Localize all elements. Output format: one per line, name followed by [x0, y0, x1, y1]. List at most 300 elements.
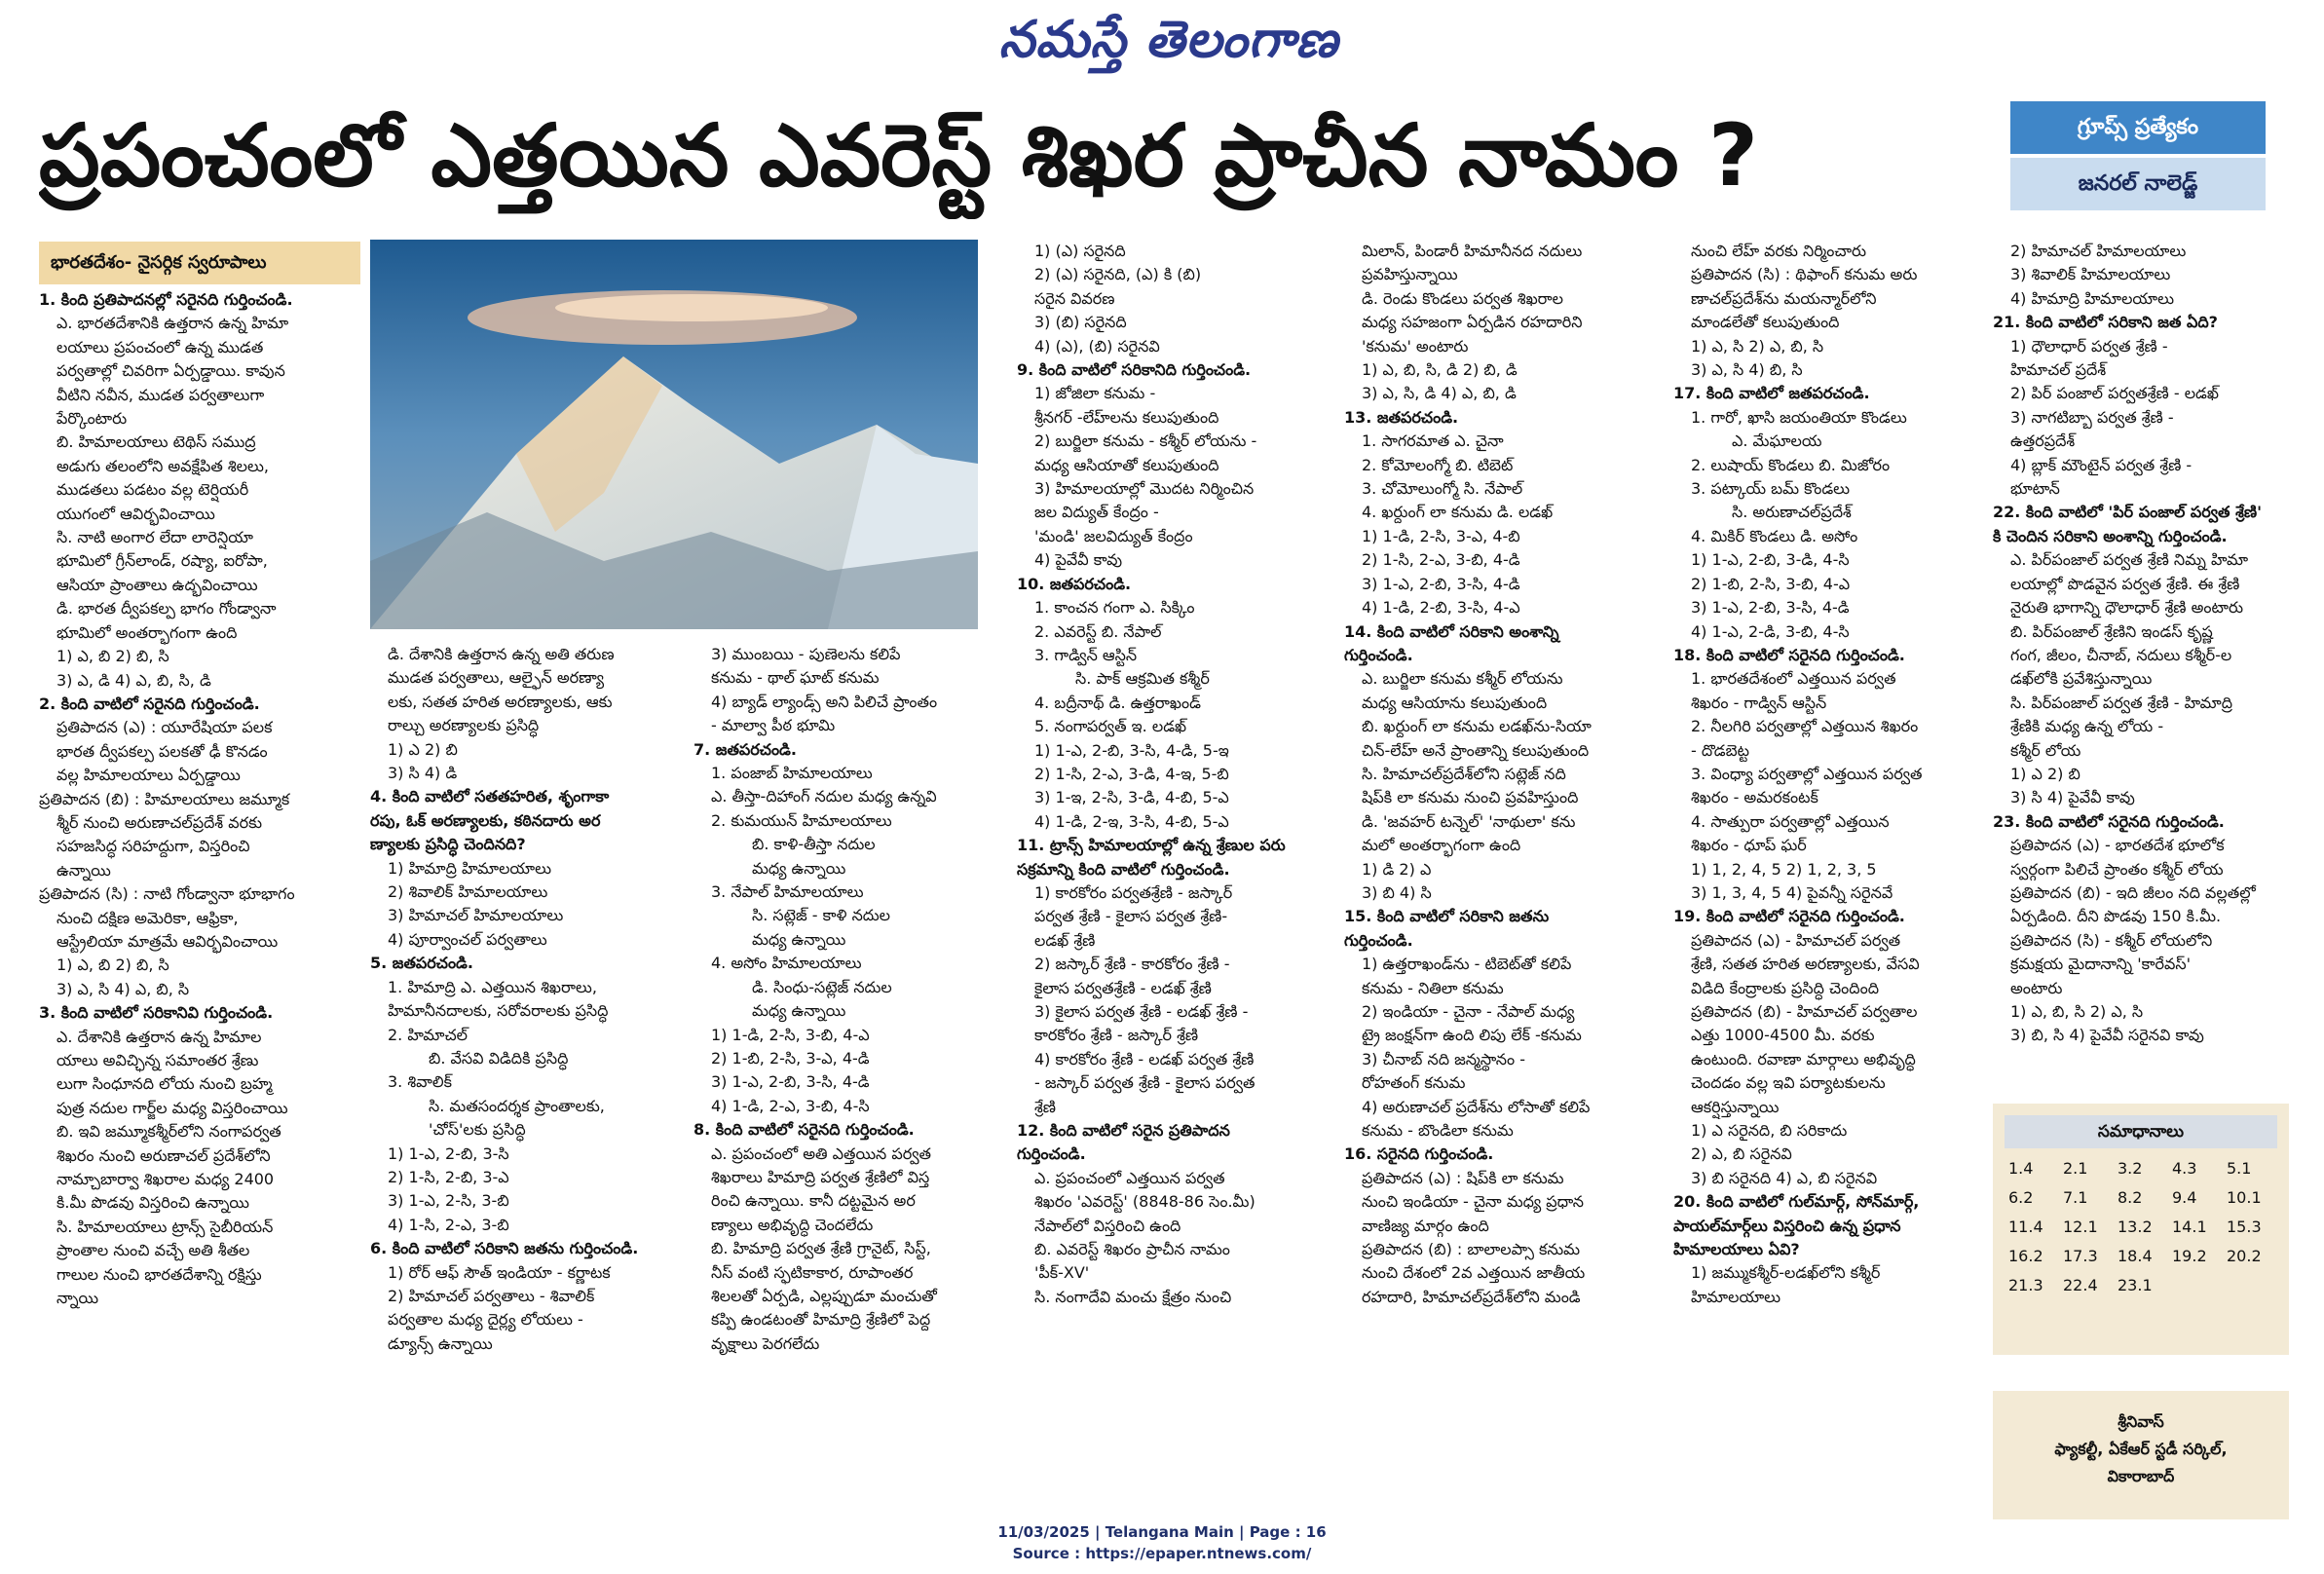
body-line: డి. భారత ద్వీపకల్ప భాగం గోండ్వానా [56, 599, 277, 618]
text-column-3 [693, 643, 1007, 1510]
body-line: 4) పూర్వాంచల్ పర్వతాలు [388, 929, 547, 949]
body-line: పర్వత శ్రేణి - కైలాస పర్వత శ్రేణి- [1034, 907, 1228, 926]
author-place: వికారాబాద్ [2107, 1467, 2175, 1485]
body-line: 1) 1-ఎ, 2-బి, 3-డి, 4-సి [1691, 550, 1850, 570]
body-line: మధ్య ఉన్నాయి [752, 858, 846, 878]
body-line: 4. అసోం హిమాలయాలు [711, 954, 862, 973]
body-line: ప్రతిపాదన (ఎ) - హిమాచల్ పర్వత [1691, 930, 1901, 950]
body-line: ఉంటుంది. రవాణా మార్గాలు అభివృద్ధి [1691, 1049, 1916, 1068]
body-line: సహజసిద్ధ సరిహద్దుగా, విస్తరించి [56, 837, 250, 856]
body-line: శ్మీర్ నుంచి అరుణాచల్‌ప్రదేశ్ వరకు [56, 812, 263, 832]
body-line: ఆస్ట్రేలియా మాత్రమే ఆవిర్భవించాయి [56, 931, 279, 951]
body-line: 4) 1-సి, 2-ఎ, 3-బి [388, 1215, 509, 1234]
body-line: 'మండి' జలవిద్యుత్ కేంద్రం [1034, 526, 1193, 545]
body-line: 1) రోర్ ఆఫ్ సౌత్ ఇండియా - కర్ణాటక [388, 1262, 611, 1282]
question-text: 12. కింది వాటిలో సరైన ప్రతిపాదన [1017, 1121, 1230, 1141]
body-line: ప్రతిపాదన (సి) - కశ్మీర్ లోయలోని [2010, 930, 2213, 950]
body-line: రోహతంగ్ కనుమ [1362, 1073, 1466, 1093]
body-line: శిఖరాలు హిమాద్రి పర్వత శ్రేణిలో విస్త [711, 1167, 930, 1186]
body-line: ఎ. దేశానికి ఉత్తరాన ఉన్న హిమాల [56, 1027, 262, 1046]
body-line: డ్యూన్స్ ఉన్నాయి [388, 1333, 493, 1353]
body-line: సి. పిర్‌పంజాల్ పర్వత శ్రేణి - హిమాద్రి [2010, 693, 2233, 712]
body-line: 4) 1-ఎ, 2-డి, 3-బి, 4-సి [1691, 621, 1850, 641]
body-line: 3) 1-ఎ, 2-బి, 3-సి, 4-డి [1362, 574, 1520, 593]
body-line: 3) ముంబయి - పుణెలను కలిపే [711, 645, 901, 663]
body-line: 'పీక్-XV' [1034, 1263, 1090, 1283]
body-line: వీటిని నవీన, ముడత పర్వతాలుగా [56, 385, 265, 404]
body-line: కశ్మీర్ లోయ [2010, 740, 2081, 760]
question-text: 4. కింది వాటిలో సతతహరిత, శృంగాకా [370, 787, 610, 806]
body-line: కి.మీ పొడవు విస్తరించి ఉన్నాయి [56, 1193, 250, 1213]
body-line: 3. చోమోలుంగ్మో సి. నేపాల్ [1362, 479, 1523, 499]
badge-groups-special: గ్రూప్స్ ప్రత్యేకం [2010, 101, 2266, 154]
body-line: లకు, సతత హరిత అరణ్యాలకు, ఆకు [388, 692, 613, 711]
body-line: మధ్య సహజంగా ఏర్పడిన రహదారిని [1362, 313, 1583, 332]
body-line: కనుమ - నితిలా కనుమ [1362, 978, 1504, 997]
body-line: ణ్యాలు అభివృద్ధి చెందలేదు [711, 1215, 874, 1234]
body-line: ఉత్తరప్రదేశ్ [2010, 431, 2076, 451]
question-text: 1. కింది ప్రతిపాదనల్లో సరైనది గుర్తించండి. [39, 290, 293, 309]
question-text: 22. కింది వాటిలో 'పిర్ పంజాల్ పర్వత శ్రేణి' [1993, 503, 2262, 522]
body-line: 3. నేపాల్ హిమాలయాలు [711, 882, 864, 902]
body-line: 2. కోమోలంగ్మో బి. టిబెట్ [1362, 455, 1514, 474]
question-text: 10. జతపరచండి. [1017, 574, 1132, 593]
answer-item: 13.2 [2118, 1218, 2153, 1236]
body-line: డఖ్‌లోకి ప్రవేశిస్తున్నాయి [2010, 669, 2153, 689]
body-line: అడుగు తలంలోని అవక్షేపిత శిలలు, [56, 456, 269, 475]
body-line: 3) సి 4) డి [388, 764, 458, 783]
question-text: హిమాలయాలు ఏవి? [1673, 1240, 1800, 1259]
body-line: బి. పిర్‌పంజాల్ శ్రేణిని ఇండస్ కృష్ణ [2010, 621, 2213, 641]
body-line: 1) 1, 2, 4, 5 2) 1, 2, 3, 5 [1691, 859, 1877, 879]
body-line: ఎ. ప్రపంచంలో ఎత్తయిన పర్వత [1034, 1168, 1225, 1187]
question-text: 20. కింది వాటిలో గుల్‌మార్గ్, సోన్‌మార్గ్, [1673, 1192, 1920, 1212]
body-line: 1) ఉత్తరాఖండ్‌ను - టిబెట్‌తో కలిపే [1362, 955, 1572, 974]
body-line: ప్రాంతాల నుంచి వచ్చే అతి శీతల [56, 1241, 250, 1260]
body-line: డి. 'జవహర్ టన్నెల్' 'నాథులా' కను [1362, 811, 1576, 831]
body-line: మలో అంతర్భాగంగా ఉంది [1362, 836, 1521, 855]
body-line: గాలుల నుంచి భారతదేశాన్ని రక్షిస్తు [56, 1264, 262, 1284]
answer-item: 9.4 [2172, 1188, 2197, 1207]
body-line: విడిది కేంద్రాలకు ప్రసిద్ధి చెందింది [1691, 978, 1879, 997]
body-line: 2. హిమాచల్ [388, 1025, 468, 1044]
body-line: అంటారు [2010, 978, 2063, 997]
body-line: లడఖ్ శ్రేణి [1034, 930, 1096, 950]
body-line: లయాల్లో పొడవైన పర్వత శ్రేణి. ఈ శ్రేణి [2010, 574, 2240, 593]
body-line: 1) 1-ఎ, 2-బి, 3-సి, 4-డి, 5-ఇ [1034, 740, 1229, 760]
body-line: 3) నాగటిబ్బా పర్వత శ్రేణి - [2010, 407, 2174, 427]
answer-item: 15.3 [2227, 1218, 2262, 1236]
body-line: ప్రతిపాదన (సి) : థిఫాంగ్ కనుమ అరు [1691, 265, 1918, 284]
text-column-4 [1017, 240, 1336, 1506]
body-line: 3) 1, 3, 4, 5 4) పైవన్నీ సరైనవే [1691, 882, 1893, 902]
body-line: 2) బుర్జిలా కనుమ - కశ్మీర్ లోయను - [1034, 431, 1257, 451]
body-line: 1. హిమాద్రి ఎ. ఎత్తయిన శిఖరాలు, [388, 977, 597, 996]
question-text: గుర్తించండి. [1017, 1144, 1086, 1164]
body-line: 1) ఎ సరైనది, బి సరికాదు [1691, 1121, 1848, 1141]
body-line: ఏర్పడింది. దీని పొడవు 150 కి.మీ. [2010, 907, 2222, 926]
body-line: 4) పైవేవీ కావు [1034, 550, 1123, 570]
author-box [1993, 1391, 2289, 1519]
body-line: 1) ఎ, బి 2) బి, సి [56, 956, 169, 975]
body-line: 3) కైలాస పర్వత శ్రేణి - లడఖ్ శ్రేణి - [1034, 1002, 1249, 1021]
body-line: సరైన వివరణ [1034, 288, 1115, 308]
body-line: 2. కుమయున్ హిమాలయాలు [711, 810, 892, 830]
body-line: ప్రవహిస్తున్నాయి [1362, 265, 1458, 284]
body-line: శిఖరం - గాడ్విన్ ఆస్టిన్ [1691, 693, 1827, 712]
question-text: 16. సరైనది గుర్తించండి. [1344, 1144, 1494, 1164]
answer-item: 4.3 [2172, 1159, 2197, 1178]
body-line: 2) హిమాచల్ హిమాలయాలు [2010, 242, 2187, 260]
question-text: 15. కింది వాటిలో సరికాని జతను [1344, 907, 1550, 926]
answer-item: 3.2 [2118, 1159, 2143, 1178]
body-line: 1) 1-డి, 2-సి, 3-బి, 4-ఎ [711, 1025, 870, 1044]
question-text: 18. కింది వాటిలో సరైనది గుర్తించండి. [1673, 645, 1905, 664]
body-line: గంగ, జీలం, చీనాబ్, నదులు కశ్మీర్-ల [2010, 645, 2232, 664]
body-line: ముడతలు పడటం వల్ల టెర్షియరీ [56, 480, 249, 500]
body-line: 3) 1-ఇ, 2-సి, 3-డి, 4-బి, 5-ఎ [1034, 788, 1229, 807]
body-line: 4) 1-డి, 2-ఇ, 3-సి, 4-బి, 5-ఎ [1034, 811, 1229, 831]
body-line: బి. కాళి-తీస్తా నదుల [752, 835, 876, 854]
body-line: కైలాస పర్వతశ్రేణి - లడఖ్ శ్రేణి [1034, 978, 1212, 997]
body-line: శిఖరం - అమరకంటక్ [1691, 788, 1818, 807]
body-line: 2) 1-సి, 2-ఎ, 3-డి, 4-ఇ, 5-బి [1034, 764, 1229, 783]
body-line: ప్రతిపాదన (బి) - హిమాచల్ పర్వతాల [1691, 1002, 1918, 1021]
body-line: 1. గారో, ఖాసి జయంతియా కొండలు [1691, 407, 1907, 427]
body-line: శిఖరం 'ఎవరెస్ట్' (8848-86 సెం.మీ) [1034, 1192, 1256, 1212]
body-line: 3) ఎ, సి 4) ఎ, బి, సి [56, 979, 190, 998]
question-text: ణ్యాలకు ప్రసిద్ధి చెందినది? [370, 835, 526, 854]
body-line: ప్రతిపాదన (ఎ) - భారతదేశ భూలోక [2010, 836, 2225, 855]
body-line: సి. అరుణాచల్‌ప్రదేశ్ [1732, 503, 1852, 522]
body-line: బి. ఎవరెస్ట్ శిఖరం ప్రాచీన నామం [1034, 1240, 1230, 1259]
body-line: వల్ల హిమాలయాలు ఏర్పడ్డాయి [56, 766, 241, 785]
body-line: నుంచి దేశంలో 2వ ఎత్తయిన జాతీయ [1362, 1263, 1586, 1283]
text-column-2 [370, 643, 684, 1510]
body-line: 3) 1-ఎ, 2-బి, 3-సి, 4-డి [711, 1072, 870, 1092]
body-line: 3. శివాలిక్ [388, 1072, 452, 1092]
article-headline: ప్రపంచంలో ఎత్తయిన ఎవరెస్ట్ శిఖర ప్రాచీన నామం ? [39, 105, 1759, 206]
answer-item: 8.2 [2118, 1188, 2143, 1207]
body-line: 3) (బి) సరైనది [1034, 313, 1127, 332]
body-line: కారకోరం శ్రేణి - జస్కార్ శ్రేణి [1034, 1026, 1199, 1045]
body-line: 2) ఇండియా - చైనా - నేపాల్ మధ్య [1362, 1002, 1575, 1021]
question-text: 21. కింది వాటిలో సరికాని జత ఏది? [1993, 313, 2218, 332]
question-text: పాయల్‌మార్గ్‌లు విస్తరించి ఉన్న ప్రధాన [1673, 1216, 1901, 1235]
everest-photo [370, 240, 978, 629]
section-heading: భారతదేశం- నైసర్గిక స్వరూపాలు [39, 242, 360, 284]
body-line: 1) 1-డి, 2-సి, 3-ఎ, 4-బి [1362, 526, 1520, 545]
body-line: - జస్కార్ పర్వత శ్రేణి - కైలాస పర్వత [1034, 1073, 1256, 1093]
answer-item: 5.1 [2227, 1159, 2252, 1178]
question-text: గుర్తించండి. [1344, 645, 1413, 664]
answers-grid [2005, 1156, 2277, 1298]
body-line: ణాచల్‌ప్రదేశ్‌ను మయన్మార్‌లోని [1691, 288, 1877, 308]
body-line: 'చోస్'లకు ప్రసిద్ధి [429, 1120, 526, 1140]
question-text: 6. కింది వాటిలో సరికాని జతను గుర్తించండి. [370, 1239, 639, 1258]
masthead-logo: నమస్తే తెలంగాణ [998, 10, 1339, 69]
body-line: 4) కారకోరం శ్రేణి - లడఖ్ పర్వత శ్రేణి [1034, 1049, 1255, 1068]
body-line: భూమిలో గ్రీన్‌లాండ్, రష్యా, ఐరోపా, [56, 551, 268, 571]
answer-item: 18.4 [2118, 1247, 2153, 1265]
body-line: 1) హిమాద్రి హిమాలయాలు [388, 858, 552, 878]
body-line: 4) (ఎ), (బి) సరైనవి [1034, 336, 1160, 356]
body-line: 1) ఎ 2) బి [2010, 764, 2080, 783]
answer-item: 23.1 [2118, 1276, 2153, 1294]
body-line: 1) ఎ, బి, సి, డి 2) బి, డి [1362, 360, 1518, 380]
body-line: 3) బి, సి 4) పైవేవీ సరైనవి కావు [2010, 1026, 2204, 1045]
body-line: 2) పిర్ పంజాల్ పర్వతశ్రేణి - లడఖ్ [2010, 384, 2219, 403]
body-line: ఎ. పిర్‌పంజాల్ పర్వత శ్రేణి నిమ్న హిమా [2010, 550, 2249, 570]
body-line: నుంచి ఇండియా - చైనా మధ్య ప్రధాన [1362, 1192, 1585, 1212]
body-line: సి. మతసందర్శక ప్రాంతాలకు, [429, 1096, 605, 1115]
answer-item: 1.4 [2008, 1159, 2034, 1178]
body-line: 4. ఖర్దుంగ్ లా కనుమ డి. లడఖ్ [1362, 503, 1554, 522]
body-line: 1) ఎ, బి 2) బి, సి [56, 647, 169, 666]
body-line: 4. బద్రీనాథ్ డి. ఉత్తరాఖండ్ [1034, 693, 1201, 712]
body-line: సి. సట్లెజ్ - కాళి నదుల [752, 906, 890, 925]
body-line: 1) జోజిలా కనుమ - [1034, 384, 1156, 403]
body-line: 4) అరుణాచల్ ప్రదేశ్‌ను లోసాతో కలిపే [1362, 1097, 1591, 1116]
body-line: ప్రతిపాదన (బి) : హిమాలయాలు జమ్మూక [39, 789, 290, 808]
body-line: 2) హిమాచల్ పర్వతాలు - శివాలిక్ [388, 1286, 595, 1305]
question-text: 11. ట్రాన్స్ హిమాలయాల్లో ఉన్న శ్రేణుల పరు [1017, 836, 1286, 855]
body-line: మిలాన్, పిండారీ హిమానీనద నదులు [1362, 242, 1583, 260]
body-line: 3) హిమాలయాల్లో మొదట నిర్మించిన [1034, 479, 1255, 499]
body-line: బి. ఇవి జమ్మూకశ్మీర్‌లోని నంగాపర్వత [56, 1122, 281, 1142]
body-line: డి. రెండు కొండలు పర్వత శిఖరాల [1362, 288, 1564, 308]
body-line: 5. నంగాపర్వత్ ఇ. లడఖ్ [1034, 717, 1187, 736]
body-line: 3. గాడ్విన్ ఆస్టిన్ [1034, 645, 1138, 664]
body-line: 3) బి 4) సి [1362, 882, 1432, 902]
body-line: భారత ద్వీపకల్ప పలకతో ఢీ కొనడం [56, 741, 268, 761]
question-text: కి చెందిన సరికాని అంశాన్ని గుర్తించండి. [1993, 526, 2228, 545]
badge-general-knowledge: జనరల్ నాలెడ్జ్ [2010, 158, 2266, 210]
body-line: ట్రై జంక్షన్‌గా ఉంది లిపు లేక్ -కనుమ [1362, 1026, 1582, 1045]
answers-title: సమాధానాలు [2005, 1115, 2277, 1148]
body-line: - మాల్వా పీఠ భూమి [711, 716, 836, 735]
body-line: పర్వతాల్లో చివరిగా ఏర్పడ్డాయి. కావున [56, 361, 285, 381]
answer-item: 2.1 [2063, 1159, 2088, 1178]
body-line: యాలు అవిచ్ఛిన్న సమాంతర శ్రేణు [56, 1051, 259, 1069]
answer-item: 16.2 [2008, 1247, 2043, 1265]
body-line: శిఖరం - ధూప్ ఘర్ [1691, 836, 1807, 855]
body-line: నైరుతి భాగాన్ని ధౌలాధార్ శ్రేణి అంటారు [2010, 598, 2244, 618]
body-line: 4) 1-డి, 2-ఎ, 3-బి, 4-సి [711, 1096, 870, 1115]
body-line: 2. లుషాయ్ కొండలు బి. మిజోరం [1691, 455, 1891, 474]
body-line: లయాలు ప్రపంచంలో ఉన్న ముడత [56, 337, 264, 356]
body-line: 2) ఎ, బి సరైనవి [1691, 1144, 1792, 1164]
body-line: మధ్య ఆసియాను కలుపుతుంది [1362, 693, 1548, 712]
body-line: ప్రతిపాదన (బి) - ఇది జీలం నది వల్లతల్లో [2010, 882, 2256, 902]
body-line: 2) 1-సి, 2-బి, 3-ఎ [388, 1167, 509, 1186]
body-line: రాల్చు అరణ్యాలకు ప్రసిద్ధి [388, 716, 540, 735]
answer-item: 6.2 [2008, 1188, 2034, 1207]
body-line: ప్రతిపాదన (ఎ) : యూరేషియా పలక [56, 718, 273, 737]
question-text: గుర్తించండి. [1344, 930, 1413, 950]
body-line: 4) 1-డి, 2-బి, 3-సి, 4-ఎ [1362, 598, 1520, 618]
body-line: 3) 1-ఎ, 2-బి, 3-సి, 4-డి [1691, 598, 1850, 618]
footer-source: Source : https://epaper.ntnews.com/ [1012, 1545, 1312, 1562]
body-line: బి. హిమాద్రి పర్వత శ్రేణి గ్రానైట్, సిస్ట్, [711, 1239, 931, 1258]
body-line: సి. హిమాచల్‌ప్రదేశ్‌లోని సట్లెజ్ నది [1362, 764, 1566, 783]
answer-item: 14.1 [2172, 1218, 2207, 1236]
body-line: నుంచి దక్షిణ అమెరికా, ఆఫ్రికా, [56, 908, 239, 927]
question-text: 8. కింది వాటిలో సరైనది గుర్తించండి. [693, 1120, 915, 1140]
body-line: 4) బ్యాడ్ ల్యాండ్స్ అని పిలిచే ప్రాంతం [711, 692, 938, 711]
question-text: 17. కింది వాటిలో జతపరచండి. [1673, 384, 1870, 403]
body-line: ఎ. మేఘాలయ [1732, 431, 1822, 451]
body-line: హిమాచల్ ప్రదేశ్ [2010, 360, 2107, 380]
body-line: చెందడం వల్ల ఇవి పర్యాటకులను [1691, 1073, 1886, 1093]
author-role: ఫ్యాకల్టీ, ఏకేఆర్ స్టడీ సర్కిల్, [2054, 1440, 2228, 1458]
author-name: శ్రీనివాస్ [2118, 1412, 2164, 1431]
body-line: 1. కాంచన గంగా ఎ. సిక్కిం [1034, 598, 1195, 618]
answer-item: 22.4 [2063, 1276, 2098, 1294]
body-line: శిఖరం నుంచి అరుణాచల్ ప్రదేశ్‌లోని [56, 1145, 271, 1165]
body-line: సి. నాటి అంగార లేదా లారెన్షియా [56, 528, 253, 547]
body-line: శ్రీనగర్ -లేహ్‌లను కలుపుతుంది [1034, 407, 1219, 427]
body-line: 3. పట్కాయ్ బమ్ కొండలు [1691, 479, 1851, 499]
body-line: ఉన్నాయి [56, 860, 111, 880]
body-line: 1) ఎ, బి, సి 2) ఎ, సి [2010, 1002, 2144, 1021]
body-line: సి. పాక్ ఆక్రమిత కశ్మీర్ [1075, 669, 1210, 689]
question-text: 5. జతపరచండి. [370, 954, 473, 973]
body-line: 'కనుమ' అంటారు [1362, 336, 1469, 356]
body-line: భూటాన్ [2010, 479, 2060, 499]
body-line: 2. ఎవరెస్ట్ బి. నేపాల్ [1034, 621, 1162, 641]
body-line: కనుమ - థాల్ ఘాట్ కనుమ [711, 668, 880, 688]
answer-item: 20.2 [2227, 1247, 2262, 1265]
body-line: 2) 1-బి, 2-సి, 3-బి, 4-ఎ [1691, 574, 1851, 593]
body-line: 1) ఎ, సి 2) ఎ, బి, సి [1691, 336, 1824, 356]
body-line: 3) బి సరైనది 4) ఎ, బి సరైనవి [1691, 1168, 1878, 1187]
body-line: 3) ఎ, సి, డి 4) ఎ, బి, డి [1362, 384, 1517, 403]
answer-item: 17.3 [2063, 1247, 2098, 1265]
body-line: చిన్-లేహ్ అనే ప్రాంతాన్ని కలుపుతుంది [1362, 740, 1590, 760]
body-line: 3) ఎ, డి 4) ఎ, బి, సి, డి [56, 670, 211, 690]
body-line: 1. సాగరమాత ఎ. చైనా [1362, 431, 1504, 451]
question-text: 9. కింది వాటిలో సరికానిది గుర్తించండి. [1017, 360, 1252, 380]
body-line: పర్వతాల మధ్య దైర్ల్య లోయలు - [388, 1310, 583, 1330]
body-line: 2. నీలగిరి పర్వతాల్లో ఎత్తయిన శిఖరం [1691, 717, 1919, 736]
category-badge [2010, 101, 2266, 210]
body-line: మధ్య ఉన్నాయి [752, 929, 846, 949]
body-line: శ్రేణి [1034, 1097, 1057, 1116]
question-text: 19. కింది వాటిలో సరైనది గుర్తించండి. [1673, 907, 1905, 926]
body-line: షిప్‌కి లా కనుమ నుంచి ప్రవహిస్తుంది [1362, 788, 1579, 807]
body-line: 2) శివాలిక్ హిమాలయాలు [388, 882, 548, 902]
answer-item: 11.4 [2008, 1218, 2043, 1236]
question-text: 23. కింది వాటిలో సరైనది గుర్తించండి. [1993, 811, 2225, 831]
body-line: బి. ఖర్దుంగ్ లా కనుమ లడఖ్‌ను-సియా [1362, 717, 1592, 736]
answer-item: 21.3 [2008, 1276, 2043, 1294]
body-line: ఎ. భారతదేశానికి ఉత్తరాన ఉన్న హిమా [56, 314, 289, 333]
body-line: బి. హిమాలయాలు టెథిస్ సముద్ర [56, 432, 256, 452]
text-column-7 [1993, 240, 2305, 1097]
answer-item: 7.1 [2063, 1188, 2088, 1207]
body-line: 1. భారతదేశంలో ఎత్తయిన పర్వత [1691, 669, 1896, 689]
question-text: 13. జతపరచండి. [1344, 407, 1459, 427]
body-line: ఆకర్షిస్తున్నాయి [1691, 1097, 1780, 1116]
body-line: 3) హిమాచల్ హిమాలయాలు [388, 906, 564, 925]
question-text: రపు, ఓక్ అరణ్యాలకు, కఠినదారు అర [370, 810, 601, 830]
body-line: - దొడబెట్ట [1691, 740, 1749, 760]
body-line: న్నాయి [56, 1289, 99, 1308]
body-line: ముడత పర్వతాలు, ఆల్ఫైన్ అరణ్యా [388, 668, 605, 688]
body-line: శ్రేణికి మధ్య ఉన్న లోయ - [2010, 717, 2164, 736]
body-line: లుగా సింధూనది లోయ నుంచి బ్రహ్మ [56, 1074, 273, 1094]
body-line: ప్రతిపాదన (బి) : బాలాలప్సా కనుమ [1362, 1240, 1581, 1259]
body-line: శిలలతో ఏర్పడి, ఎల్లప్పుడూ మంచుతో [711, 1286, 937, 1305]
body-line: సి. హిమాలయాలు ట్రాన్స్ సైబీరియన్ [56, 1217, 274, 1236]
answer-item: 10.1 [2227, 1188, 2262, 1207]
page-footer [877, 1521, 1447, 1564]
body-line: నుంచి లేహ్ వరకు నిర్మించారు [1691, 242, 1867, 260]
body-line: 4. సాత్పురా పర్వతాల్లో ఎత్తయిన [1691, 811, 1890, 831]
body-line: 1) కారకోరం పర్వతశ్రేణి - జస్కార్ [1034, 882, 1233, 902]
body-line: ఆసియా ప్రాంతాలు ఉద్భవించాయి [56, 575, 258, 594]
body-line: రహదారి, హిమాచల్‌ప్రదేశ్‌లోని మండి [1362, 1287, 1581, 1306]
body-line: 2) 1-సి, 2-ఎ, 3-బి, 4-డి [1362, 550, 1520, 570]
body-line: సి. నంగాదేవి మంచు క్షేత్రం నుంచి [1034, 1287, 1232, 1306]
question-text: సక్రమాన్ని కింది వాటిలో గుర్తించండి. [1017, 859, 1230, 879]
body-line: నామ్చాబార్వా శిఖరాల మధ్య 2400 [56, 1170, 275, 1189]
body-line: 3) 1-ఎ, 2-సి, 3-బి [388, 1191, 509, 1211]
body-line: ప్రతిపాదన (సి) : నాటి గోండ్వానా భూభాగం [39, 884, 295, 904]
body-line: మధ్య ఆసియాతో కలుపుతుంది [1034, 455, 1219, 474]
body-line: 1) (ఎ) సరైనది [1034, 242, 1126, 260]
body-line: డి. దేశానికి ఉత్తరాన ఉన్న అతి తరుణ [388, 645, 615, 663]
body-line: హిమానీనదాలకు, సరోవరాలకు ప్రసిద్ధి [388, 1001, 609, 1021]
body-line: 1) డి 2) ఎ [1362, 859, 1432, 879]
body-line: 2) 1-బి, 2-సి, 3-ఎ, 4-డి [711, 1048, 870, 1068]
text-column-5 [1344, 240, 1666, 1506]
text-column-1 [39, 288, 362, 1506]
body-line: 1) 1-ఎ, 2-బి, 3-సి [388, 1143, 509, 1163]
body-line: నీస్ వంటి స్ఫటికాకార, రూపాంతర [711, 1262, 914, 1282]
body-line: భూమిలో అంతర్భాగంగా ఉంది [56, 622, 238, 642]
body-line: 3) సి 4) పైవేవీ కావు [2010, 788, 2135, 807]
body-line: స్వర్గంగా పిలిచే ప్రాంతం కశ్మీర్ లోయ [2010, 859, 2224, 879]
body-line: హిమాలయాలు [1691, 1287, 1781, 1306]
body-line: కనుమ - బొండిలా కనుమ [1362, 1121, 1514, 1141]
body-line: మధ్య ఉన్నాయి [752, 1001, 846, 1021]
body-line: 2) జస్కార్ శ్రేణి - కారకోరం శ్రేణి - [1034, 955, 1230, 974]
body-line: ఎ. ప్రపంచంలో అతి ఎత్తయిన పర్వత [711, 1143, 931, 1163]
body-line: ఎ. బుర్జిలా కనుమ కశ్మీర్ లోయను [1362, 669, 1563, 689]
body-line: జల విద్యుత్ కేంద్రం - [1034, 503, 1159, 522]
body-line: రించి ఉన్నాయి. కానీ దట్టమైన అర [711, 1191, 916, 1211]
body-line: 1) ధౌలాధార్ పర్వత శ్రేణి - [2010, 336, 2168, 356]
body-line: వృక్షాలు పెరగలేదు [711, 1333, 820, 1353]
body-line: మాండలేతో కలుపుతుంది [1691, 313, 1840, 332]
text-column-6 [1673, 240, 1985, 1506]
body-line: 2) (ఎ) సరైనది, (ఎ) కి (బి) [1034, 265, 1202, 284]
body-line: 1) ఎ 2) బి [388, 739, 458, 759]
body-line: యుగంలో ఆవిర్భవించాయి [56, 504, 215, 523]
answer-item: 19.2 [2172, 1247, 2207, 1265]
body-line: ప్రతిపాదన (ఎ) : షిప్‌కి లా కనుమ [1362, 1168, 1564, 1187]
body-line: 3) ఎ, సి 4) బి, సి [1691, 360, 1803, 380]
question-text: 14. కింది వాటిలో సరికాని అంశాన్ని [1344, 621, 1559, 641]
body-line: 4. మికిర్ కొండలు డి. అసోం [1691, 526, 1858, 545]
body-line: వాణిజ్య మార్గం ఉంది [1362, 1216, 1489, 1235]
answers-box [1993, 1104, 2289, 1355]
body-line: 4) బ్లాక్ మౌంటైన్ పర్వత శ్రేణి - [2010, 455, 2193, 474]
body-line: బి. వేసవి విడిదికి ప్రసిద్ధి [429, 1048, 569, 1068]
footer-date-page: 11/03/2025 | Telangana Main | Page : 16 [997, 1523, 1327, 1541]
